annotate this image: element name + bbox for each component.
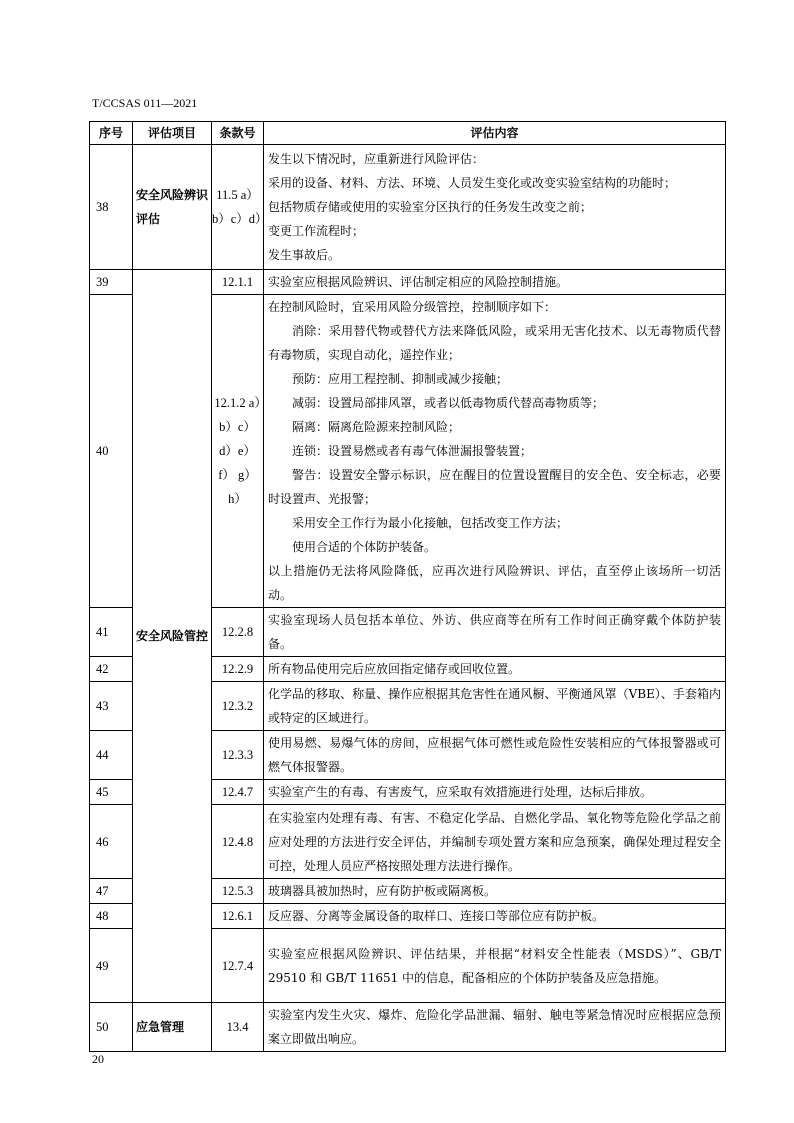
content-line: 使用合适的个体防护装备。: [292, 540, 437, 554]
clause-number: 12.7.4: [212, 929, 264, 1003]
clause-number: 12.1.1: [212, 270, 264, 295]
content-line: 发生以下情况时，应重新进行风险评估：: [268, 152, 485, 166]
clause-number: 11.5 a） b）c）d）: [212, 145, 264, 270]
assessment-content: [264, 682, 726, 731]
assessment-content: [264, 731, 726, 780]
content-line: 在控制风险时，宜采用风险分级管控，控制顺序如下：: [268, 300, 557, 314]
row-number: 43: [90, 682, 133, 731]
row-number: 39: [90, 270, 133, 295]
assessment-content: [264, 1003, 726, 1052]
row-number: 40: [90, 295, 133, 608]
content-line: 实验室应根据风险辨识、评估制定相应的风险控制措施。: [268, 275, 569, 289]
assessment-content: [264, 879, 726, 904]
assessment-content: [264, 608, 726, 657]
page-number: 20: [92, 1052, 104, 1066]
content-line: 化学品的移取、称量、操作应根据其危害性在通风橱、平衡通风罩（VBE）、手套箱内或特定的区域进行。: [268, 687, 721, 725]
row-number: 44: [90, 731, 133, 780]
clause-number: 12.4.7: [212, 780, 264, 805]
assessment-item: 应急管理: [133, 1003, 212, 1052]
table-header-row: [90, 122, 726, 145]
clause-number: 12.6.1: [212, 904, 264, 929]
content-line: 在实验室内处理有毒、有害、不稳定化学品、自燃化学品、氧化物等危险化学品之前应对处理的方法进行安全评估，并编制专项处置方案和应急预案，确保处理过程安全可控，处理人员应严格按照处理方法进行操作。: [268, 810, 721, 873]
assessment-content: [264, 270, 726, 295]
table-row: [90, 145, 726, 270]
content-line: 实验室应根据风险辨识、评估结果，并根据“材料安全性能表（MSDS）”、GB/T 29510 和 GB/T 11651 中的信息，配备相应的个体防护装备及应急措施。: [268, 946, 721, 985]
row-number: 47: [90, 879, 133, 904]
clause-number: 12.3.2: [212, 682, 264, 731]
row-number: 50: [90, 1003, 133, 1052]
row-number: 46: [90, 805, 133, 879]
assessment-content: [264, 145, 726, 270]
row-number: 42: [90, 657, 133, 682]
clause-number: 12.2.9: [212, 657, 264, 682]
row-number: 45: [90, 780, 133, 805]
content-line: 实验室内发生火灾、爆炸、危险化学品泄漏、辐射、触电等紧急情况时应根据应急预案立即做出响应。: [268, 1008, 721, 1046]
content-line: 变更工作流程时；: [268, 224, 365, 238]
assessment-content: [264, 780, 726, 805]
assessment-content: [264, 929, 726, 1003]
assessment-content: [264, 805, 726, 879]
content-line: 警告：设置安全警示标识，应在醒目的位置设置醒目的安全色、安全标志，必要时设置声、光报警；: [268, 468, 721, 506]
col-header-number: 序号: [90, 122, 133, 145]
clause-number: 12.1.2 a）b）c） d）e）f） g）h）: [212, 295, 264, 608]
content-line: 消除：采用替代物或替代方法来降低风险，或采用无害化技术、以无毒物质代替有毒物质，实现自动化，遥控作业；: [268, 324, 721, 362]
content-line: 玻璃器具被加热时，应有防护板或隔离板。: [268, 884, 497, 898]
clause-number: 12.4.8: [212, 805, 264, 879]
document-code: T/CCSAS 011—2021: [92, 96, 198, 110]
assessment-table: [89, 121, 726, 1052]
clause-number: 12.3.3: [212, 731, 264, 780]
col-header-item: 评估项目: [133, 122, 212, 145]
clause-number: 12.2.8: [212, 608, 264, 657]
content-line: 隔离：隔离危险源来控制风险；: [292, 420, 461, 434]
content-line: 连锁：设置易燃或者有毒气体泄漏报警装置；: [292, 444, 533, 458]
assessment-item: 安全风险辨识评估: [133, 145, 212, 270]
assessment-content: [264, 657, 726, 682]
clause-number: 12.5.3: [212, 879, 264, 904]
row-number: 38: [90, 145, 133, 270]
content-line: 采用的设备、材料、方法、环境、人员发生变化或改变实验室结构的功能时；: [268, 176, 677, 190]
row-number: 41: [90, 608, 133, 657]
col-header-content: 评估内容: [264, 122, 726, 145]
content-line: 减弱：设置局部排风罩，或者以低毒物质代替高毒物质等；: [292, 396, 605, 410]
content-line: 采用安全工作行为最小化接触，包括改变工作方法；: [292, 516, 569, 530]
content-line: 发生事故后。: [268, 248, 341, 262]
assessment-content: [264, 295, 726, 608]
row-number: 49: [90, 929, 133, 1003]
content-line: 包括物质存储或使用的实验室分区执行的任务发生改变之前；: [268, 200, 593, 214]
row-number: 48: [90, 904, 133, 929]
content-line: 实验室产生的有毒、有害废气，应采取有效措施进行处理，达标后排放。: [268, 785, 653, 799]
assessment-item: 安全风险管控: [133, 270, 212, 1003]
content-line: 反应器、分离等金属设备的取样口、连接口等部位应有防护板。: [268, 909, 605, 923]
content-line: 预防：应用工程控制、抑制或减少接触；: [292, 372, 509, 386]
table-row: [90, 1003, 726, 1052]
content-line: 实验室现场人员包括本单位、外访、供应商等在所有工作时间正确穿戴个体防护装备。: [268, 613, 721, 651]
content-line: 使用易燃、易爆气体的房间，应根据气体可燃性或危险性安装相应的气体报警器或可燃气体报警器。: [268, 736, 721, 774]
col-header-clause: 条款号: [212, 122, 264, 145]
content-line: 所有物品使用完后应放回指定储存或回收位置。: [268, 662, 521, 676]
assessment-content: [264, 904, 726, 929]
table-row: [90, 270, 726, 295]
clause-number: 13.4: [212, 1003, 264, 1052]
content-line: 以上措施仍无法将风险降低，应再次进行风险辨识、评估，直至停止该场所一切活动。: [268, 564, 721, 602]
